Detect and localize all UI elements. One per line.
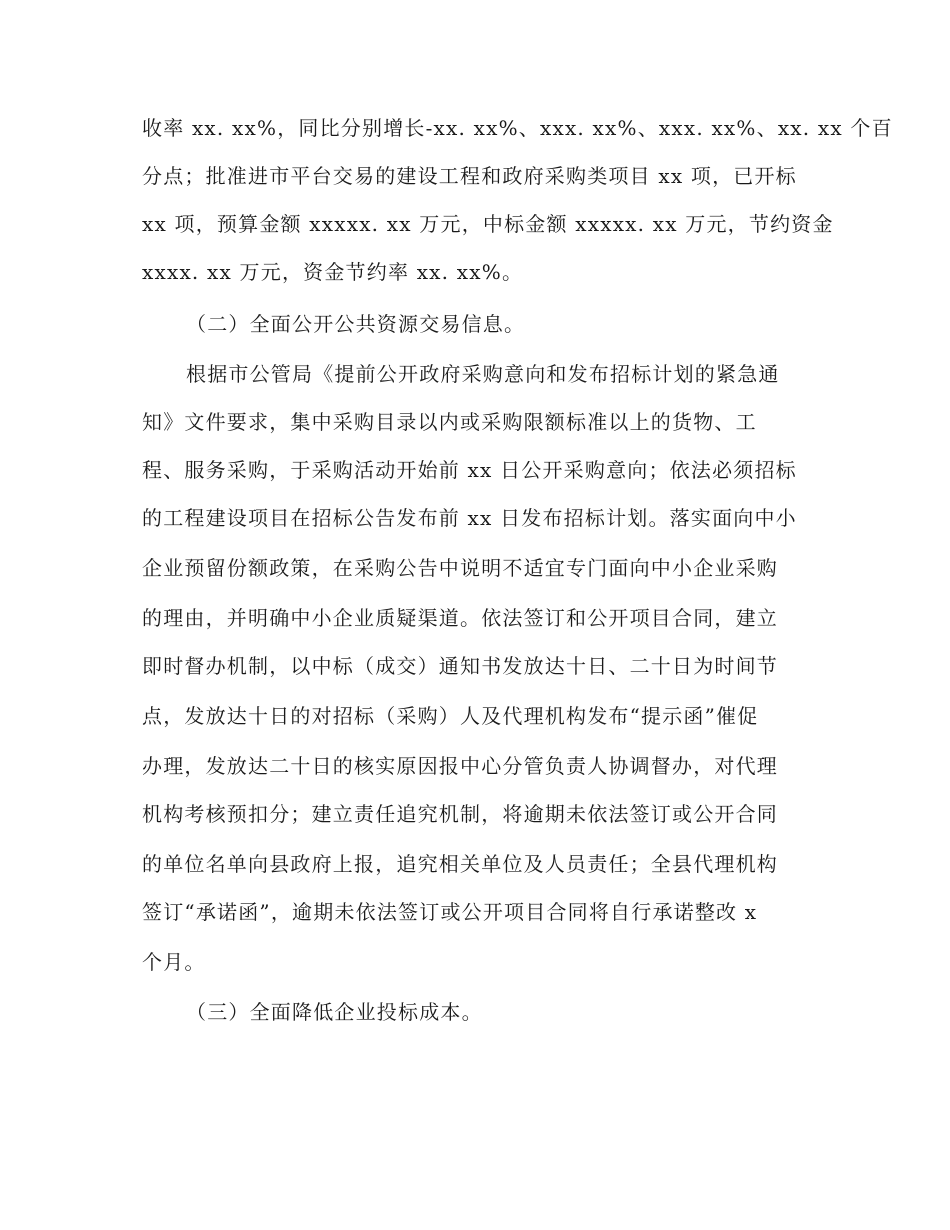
body-text-line: 根据市公管局《提前公开政府采购意向和发布招标计划的紧急通 <box>186 362 780 386</box>
body-text-line: 企业预留份额政策，在采购公告中说明不适宜专门面向中小企业采购 <box>142 556 778 580</box>
section-heading: （三）全面降低企业投标成本。 <box>186 1000 483 1024</box>
body-text-line: 收率 xx. xx%，同比分别增长-xx. xx%、xxx. xx%、xxx. xx%、xx. xx 个百 <box>142 116 893 140</box>
body-text-line: xx 项，预算金额 xxxxx. xx 万元，中标金额 xxxxx. xx 万元，节约资金 <box>142 212 834 236</box>
body-text-line: 的工程建设项目在招标公告发布前 xx 日发布招标计划。落实面向中小 <box>142 506 797 530</box>
body-text-line: 点，发放达十日的对招标（采购）人及代理机构发布“提示函”催促 <box>142 704 759 728</box>
section-heading: （二）全面公开公共资源交易信息。 <box>186 312 526 336</box>
body-text-line: 办理，发放达二十日的核实原因报中心分管负责人协调督办，对代理 <box>142 754 778 778</box>
body-text-line: 机构考核预扣分；建立责任追究机制，将逾期未依法签订或公开合同 <box>142 802 778 826</box>
body-text-line: 分点；批准进市平台交易的建设工程和政府采购类项目 xx 项，已开标 <box>142 164 797 188</box>
body-text-line: 签订“承诺函”，逾期未依法签订或公开项目合同将自行承诺整改 x <box>142 900 758 924</box>
body-text-line: 的单位名单向县政府上报，追究相关单位及人员责任；全县代理机构 <box>142 852 778 876</box>
body-text-line: 知》文件要求，集中采购目录以内或采购限额标准以上的货物、工 <box>142 410 757 434</box>
body-text-line: 的理由，并明确中小企业质疑渠道。依法签订和公开项目合同，建立 <box>142 606 778 630</box>
body-text-line: 程、服务采购，于采购活动开始前 xx 日公开采购意向；依法必须招标 <box>142 458 797 482</box>
body-text-line: 个月。 <box>142 950 206 974</box>
body-text-line: 即时督办机制，以中标（成交）通知书发放达十日、二十日为时间节 <box>142 654 778 678</box>
body-text-line: xxxx. xx 万元，资金节约率 xx. xx%。 <box>142 260 524 284</box>
